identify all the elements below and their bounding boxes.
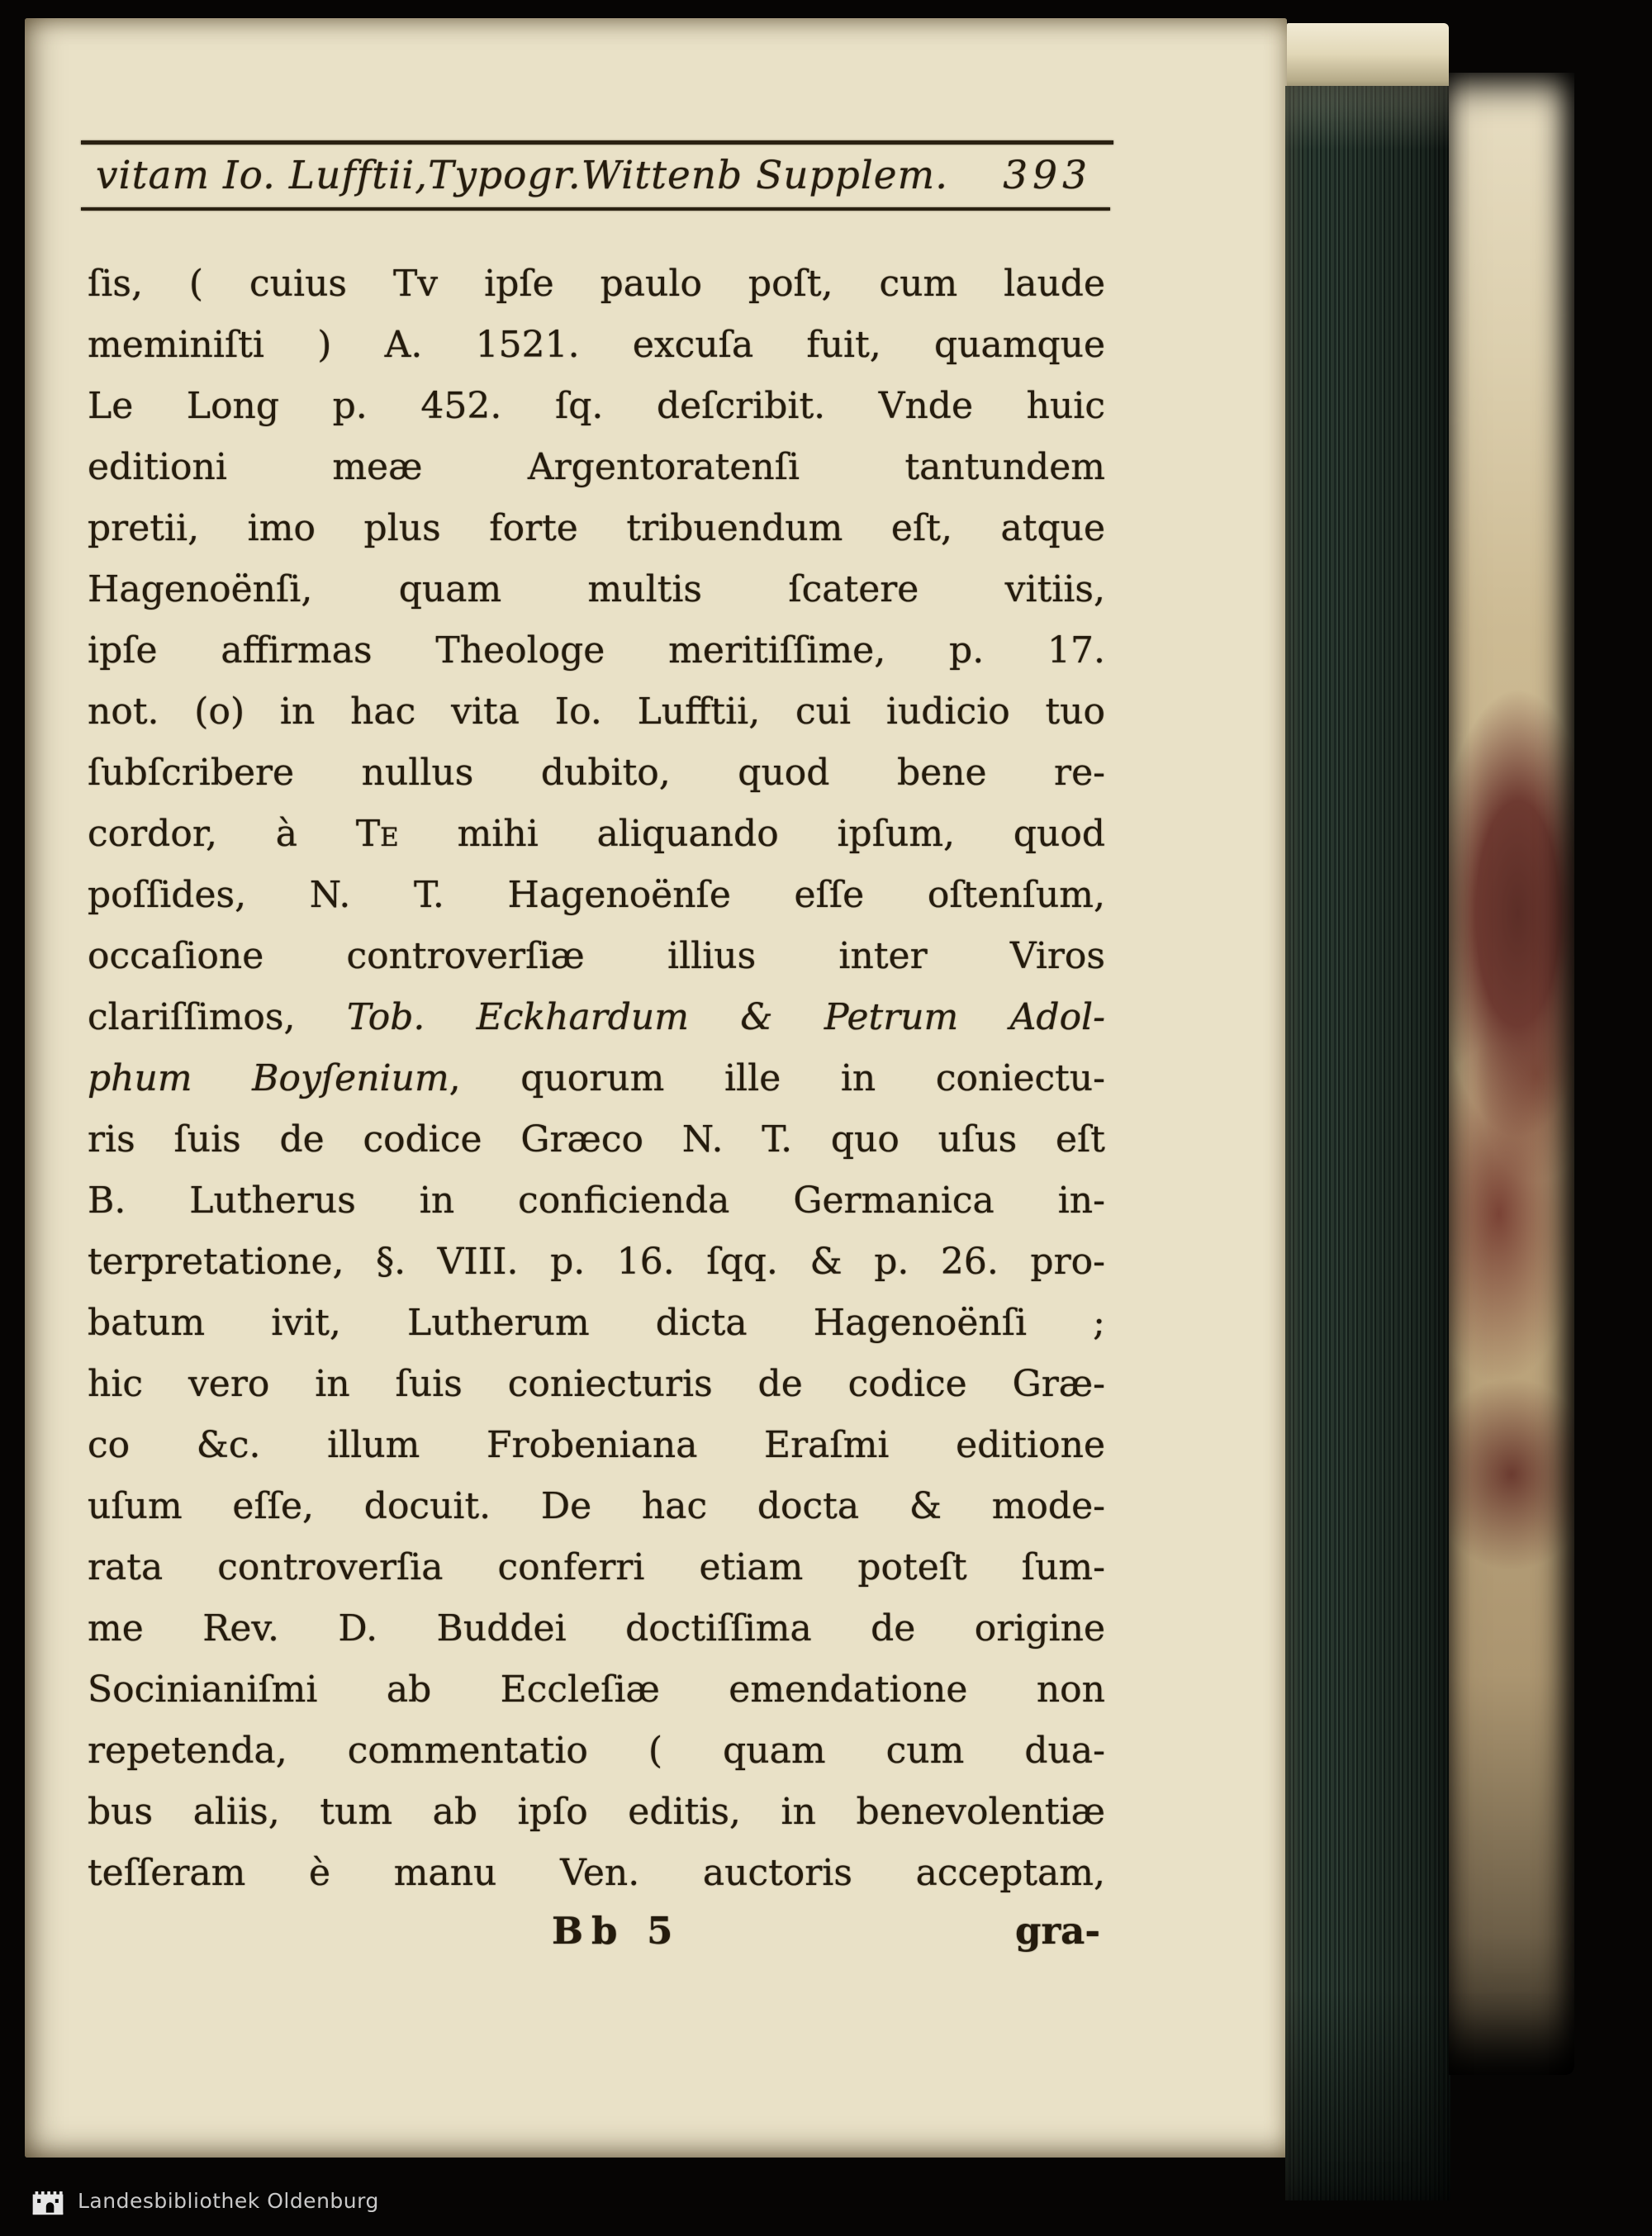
text-line: editioni meæ Argentoratenſi tantundem [88, 446, 1105, 488]
text-line: ſis, ( cuius Tv ipſe paulo poſt, cum laude [88, 263, 1105, 305]
running-title-row [84, 145, 1108, 201]
text-line: phum Boyſenium, quorum ille in coniectu- [88, 1057, 1105, 1099]
text-line: terpretatione, §. VIII. p. 16. ſqq. & p. 26. pro- [88, 1241, 1105, 1283]
text-line: repetenda, commentatio ( quam cum dua- [88, 1730, 1105, 1772]
library-logo-icon [30, 2182, 66, 2219]
book-page [25, 18, 1287, 2158]
text-line: batum ivit, Lutherum dicta Hagenoënſi ; [88, 1302, 1105, 1344]
text-line: rata controverſia conferri etiam poteſt ſum- [88, 1546, 1105, 1588]
text-line: hic vero in ſuis coniecturis de codice Græ- [88, 1363, 1105, 1405]
text-line: pretii, imo plus forte tribuendum eſt, atque [88, 507, 1105, 549]
body-text [88, 254, 1105, 1904]
text-line: Le Long p. 452. ſq. deſcribit. Vnde huic [88, 385, 1105, 427]
text-column [88, 254, 1105, 1972]
text-line: cordor, à Te mihi aliquando ipſum, quod [88, 813, 1105, 855]
text-line: B. Lutherus in conficienda Germanica in- [88, 1180, 1105, 1222]
text-line: meminiſti ) A. 1521. excuſa fuit, quamque [88, 324, 1105, 366]
text-line: not. (o) in hac vita Io. Lufftii, cui iudicio tuo [88, 691, 1105, 733]
page-number: 393 [1003, 153, 1092, 198]
text-line: occaſione controverſiæ illius inter Viros [88, 935, 1105, 977]
running-title: vitam Io. Lufftii,Typogr.Wittenb Supplem. [96, 153, 949, 198]
marbled-endpaper [1449, 73, 1574, 2075]
page-header [84, 140, 1108, 211]
signature-mark: Bb 5 [552, 1909, 681, 1953]
text-line: bus aliis, tum ab ipſo editis, in benevolentiæ [88, 1791, 1105, 1833]
library-name: Landesbibliothek Oldenburg [78, 2188, 379, 2213]
text-line: Socinianiſmi ab Eccleſiæ emendatione non [88, 1669, 1105, 1711]
text-line: ſubſcribere nullus dubito, quod bene re- [88, 752, 1105, 794]
text-line: clariſſimos, Tob. Eckhardum & Petrum Adol- [88, 996, 1105, 1038]
text-line: ipſe affirmas Theologe meritiſſime, p. 17. [88, 629, 1105, 672]
text-line: me Rev. D. Buddei doctiſſima de origine [88, 1607, 1105, 1650]
text-line: Hagenoënſi, quam multis ſcatere vitiis, [88, 568, 1105, 610]
text-line: co &c. illum Frobeniana Eraſmi editione [88, 1424, 1105, 1466]
book-fore-edge [1285, 86, 1450, 2200]
text-line: uſum eſſe, docuit. De hac docta & mode- [88, 1485, 1105, 1527]
header-rule-bottom [81, 207, 1110, 211]
text-line: teſſeram è manu Ven. auctoris acceptam, [88, 1852, 1105, 1894]
text-line: ris ſuis de codice Græco N. T. quo uſus eſt [88, 1118, 1105, 1161]
text-line: poſſides, N. T. Hagenoënſe eſſe oſtenſum, [88, 874, 1105, 916]
signature-line [88, 1909, 1105, 1972]
catchword: gra- [1014, 1909, 1100, 1953]
library-watermark [30, 2182, 379, 2219]
